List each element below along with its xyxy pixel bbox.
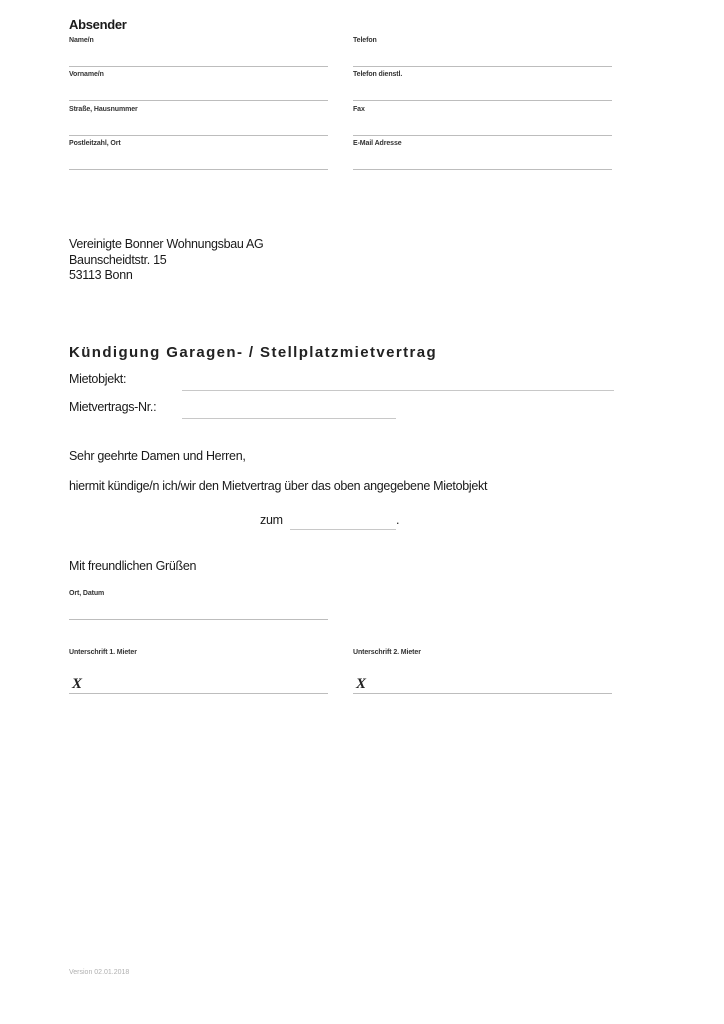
firstname-field[interactable] bbox=[69, 71, 328, 101]
recipient-company: Vereinigte Bonner Wohnungsbau AG bbox=[69, 237, 264, 251]
phone-input[interactable] bbox=[353, 47, 612, 66]
firstname-input[interactable] bbox=[69, 81, 328, 100]
fax-input[interactable] bbox=[353, 116, 612, 135]
firstname-label: Vorname/n bbox=[69, 71, 104, 78]
termination-date-underline bbox=[290, 529, 396, 530]
closing: Mit freundlichen Grüßen bbox=[69, 559, 197, 573]
email-label: E-Mail Adresse bbox=[353, 140, 402, 147]
vertragsnr-label: Mietvertrags-Nr.: bbox=[69, 400, 157, 414]
signature-tenant2-marker: X bbox=[356, 676, 367, 692]
name-label: Name/n bbox=[69, 37, 94, 44]
fax-underline bbox=[353, 135, 612, 136]
phone-underline bbox=[353, 66, 612, 67]
mietobjekt-label: Mietobjekt: bbox=[69, 372, 127, 386]
phone-label: Telefon bbox=[353, 37, 377, 44]
street-input[interactable] bbox=[69, 116, 328, 135]
recipient-street: Baunscheidtstr. 15 bbox=[69, 252, 167, 267]
signature-tenant2-label: Unterschrift 2. Mieter bbox=[353, 649, 421, 656]
signature-tenant2-field[interactable] bbox=[353, 649, 612, 694]
vertragsnr-input[interactable] bbox=[182, 400, 396, 417]
recipient-city: 53113 Bonn bbox=[69, 268, 133, 282]
phone-field[interactable] bbox=[353, 37, 612, 67]
sender-heading: Absender bbox=[69, 17, 127, 32]
postal-city-input[interactable] bbox=[69, 150, 328, 169]
place-date-label: Ort, Datum bbox=[69, 590, 105, 597]
place-date-underline bbox=[69, 619, 328, 620]
signature-tenant1-field[interactable] bbox=[69, 649, 328, 694]
recipient-address bbox=[69, 237, 263, 284]
postal-city-label: Postleitzahl, Ort bbox=[69, 140, 121, 147]
place-date-input[interactable] bbox=[69, 600, 328, 619]
email-input[interactable] bbox=[353, 150, 612, 169]
email-underline bbox=[353, 169, 612, 170]
work-phone-underline bbox=[353, 100, 612, 101]
place-date-field[interactable] bbox=[69, 590, 328, 620]
date-suffix: . bbox=[396, 513, 400, 527]
signature-tenant1-label: Unterschrift 1. Mieter bbox=[69, 649, 137, 656]
termination-date-input[interactable] bbox=[290, 512, 396, 529]
signature-tenant2-underline bbox=[353, 693, 612, 694]
vertragsnr-underline bbox=[182, 418, 396, 419]
postal-city-underline bbox=[69, 169, 328, 170]
work-phone-input[interactable] bbox=[353, 81, 612, 100]
salutation: Sehr geehrte Damen und Herren, bbox=[69, 449, 246, 463]
signature-tenant1-underline bbox=[69, 693, 328, 694]
mietobjekt-input[interactable] bbox=[182, 372, 614, 389]
email-field[interactable] bbox=[353, 140, 612, 170]
postal-city-field[interactable] bbox=[69, 140, 328, 170]
firstname-underline bbox=[69, 100, 328, 101]
signature-tenant1-marker: X bbox=[72, 676, 83, 692]
name-input[interactable] bbox=[69, 47, 328, 66]
name-field[interactable] bbox=[69, 37, 328, 67]
work-phone-label: Telefon dienstl. bbox=[353, 71, 403, 78]
version-footer: Version 02.01.2018 bbox=[69, 969, 130, 976]
street-label: Straße, Hausnummer bbox=[69, 106, 138, 113]
fax-label: Fax bbox=[353, 106, 365, 113]
name-underline bbox=[69, 66, 328, 67]
fax-field[interactable] bbox=[353, 106, 612, 136]
work-phone-field[interactable] bbox=[353, 71, 612, 101]
date-prefix: zum bbox=[260, 513, 283, 527]
street-field[interactable] bbox=[69, 106, 328, 136]
mietobjekt-underline bbox=[182, 390, 614, 391]
street-underline bbox=[69, 135, 328, 136]
termination-statement: hiermit kündige/n ich/wir den Mietvertrag über das oben angegebene Mietobjekt bbox=[69, 479, 488, 493]
document-title: Kündigung Garagen- / Stellplatzmietvertrag bbox=[69, 344, 438, 361]
